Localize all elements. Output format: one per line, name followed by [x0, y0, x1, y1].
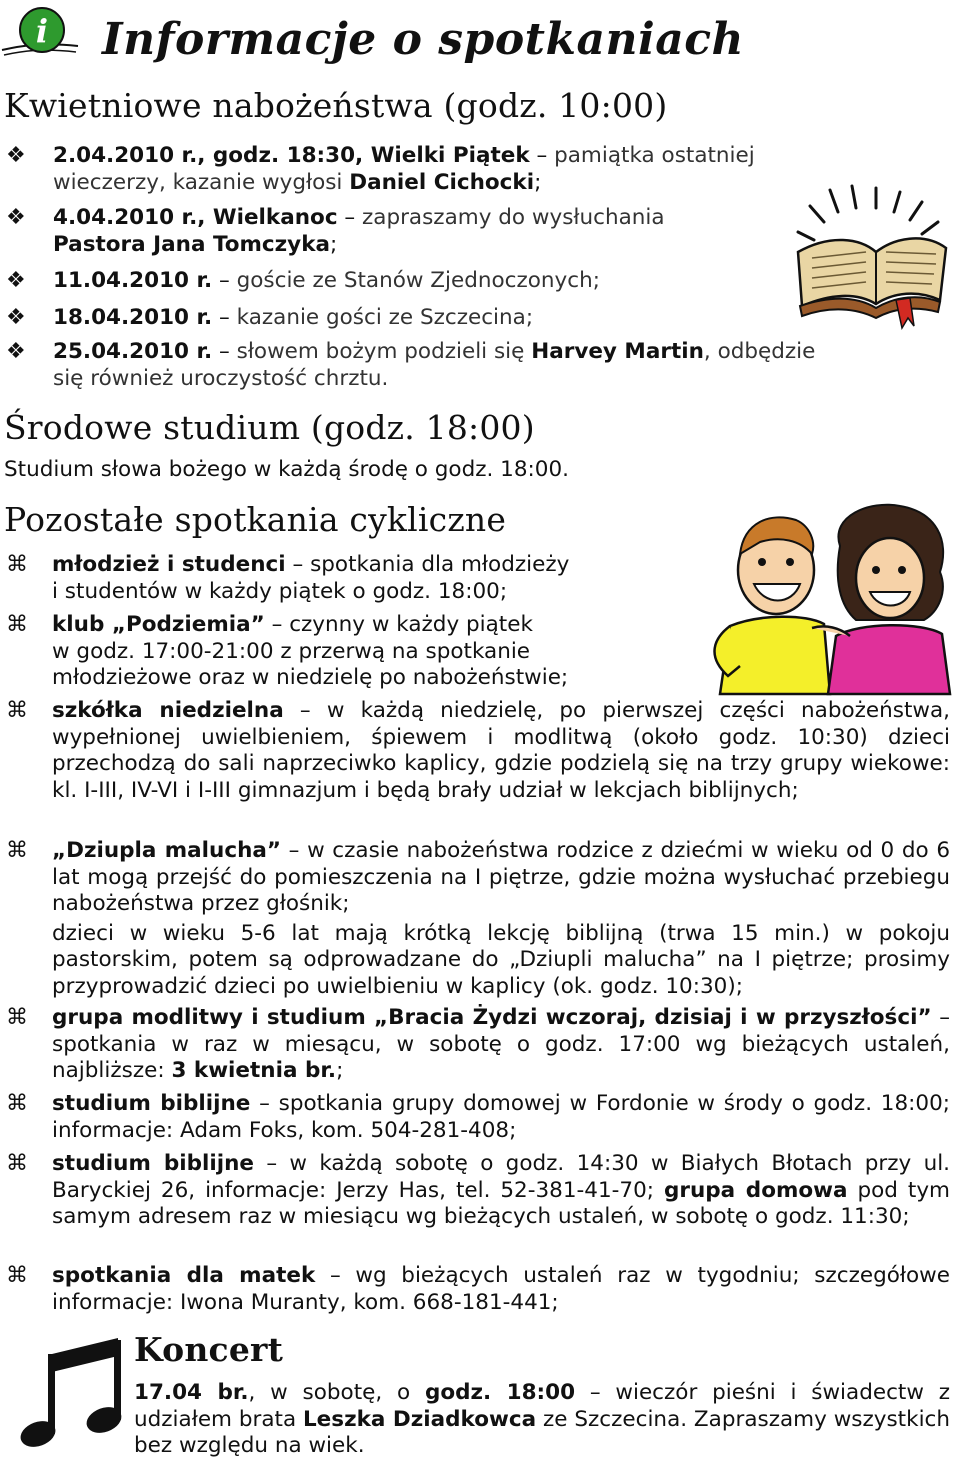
bell-bullet-icon: ⌘ — [6, 612, 28, 637]
concert-text: 17.04 br., w sobotę, o godz. 18:00 – wieczór pieśni i świadectw z udziałem brata Leszka Dziadkowca ze Szczecina. Zapraszamy wszystkich bez względu na wiek. — [134, 1380, 950, 1458]
diamond-bullet-icon: ❖ — [6, 268, 26, 293]
list-item: ⌘ grupa modlitwy i studium „Bracia Żydzi wczoraj, dzisiaj i w przyszłości” – spotkania w raz w miesącu, w sobotę o godz. 17:00 wg bieżących ustaleń, najbliższe: 3 kwietnia br.; — [6, 1005, 950, 1083]
list-item: ⌘ klub „Podziemia” – czynny w każdy piątek w godz. 17:00-21:00 z przerwą na spotkanie młodzieżowe oraz w niedzielę po nabożeństwie; — [6, 612, 569, 690]
diamond-bullet-icon: ❖ — [6, 305, 26, 330]
list-item: ⌘ spotkania dla matek – wg bieżących ustaleń raz w tygodniu; szczegółowe informacje: Iwona Muranty, kom. 668-181-441; — [6, 1263, 950, 1315]
list-item: ⌘ studium biblijne – spotkania grupy domowej w Fordonie w środy o godz. 18:00; informacje: Adam Foks, kom. 504-281-408; — [6, 1091, 951, 1143]
page-title: Informacje o spotkaniach — [102, 14, 744, 65]
bell-bullet-icon: ⌘ — [6, 552, 28, 577]
bell-bullet-icon: ⌘ — [6, 1151, 28, 1176]
list-item: ❖ 2.04.2010 r., godz. 18:30, Wielki Piątek – pamiątka ostatniej wieczerzy, kazanie wygłosi Daniel Cichocki; — [6, 143, 755, 195]
bell-bullet-icon: ⌘ — [6, 1263, 28, 1288]
other-heading: Pozostałe spotkania cykliczne — [4, 500, 507, 539]
music-note-icon — [18, 1330, 128, 1455]
list-item: ⌘ „Dziupla malucha” – w czasie nabożeństwa rodzice z dziećmi w wieku od 0 do 6 lat mogą przejść do pomieszczenia na I piętrze, gdzie można wysłuchać przebiegu nabożeństwa przez głośnik; dzieci w wieku 5-6 lat mają krótką lekcję biblijną (trwa 15 min.) w pokoju pastorskim, potem są odprowadzane do „Dziupli malucha” na I piętrze; prosimy przyprowadzić dzieci po uwielbieniu w kaplicy (ok. godz. 10:30); — [6, 838, 950, 999]
bell-bullet-icon: ⌘ — [6, 1091, 28, 1116]
list-item: ⌘ młodzież i studenci – spotkania dla młodzieży i studentów w każdy piątek o godz. 18:00; — [6, 552, 570, 604]
list-item: ⌘ studium biblijne – w każdą sobotę o godz. 14:30 w Białych Błotach przy ul. Baryckiej 26, informacje: Jerzy Has, tel. 52-381-41-70; grupa domowa pod tym samym adresem raz w miesiącu wg bieżących ustaleń, w sobotę o godz. 11:30; — [6, 1151, 951, 1229]
friends-illustration — [700, 496, 958, 696]
bible-illustration — [790, 182, 950, 330]
wednesday-text: Studium słowa bożego w każdą środę o godz. 18:00. — [4, 457, 569, 482]
list-item: ❖ 18.04.2010 r. – kazanie gości ze Szczecina; — [6, 305, 534, 330]
list-item: ❖ 11.04.2010 r. – goście ze Stanów Zjednoczonych; — [6, 268, 600, 293]
diamond-bullet-icon: ❖ — [6, 143, 26, 168]
diamond-bullet-icon: ❖ — [6, 339, 26, 364]
concert-heading: Koncert — [134, 1330, 284, 1369]
list-item: ⌘ szkółka niedzielna – w każdą niedzielę, po pierwszej części nabożeństwa, wypełnionej uwielbieniem, śpiewem i modlitwą (około godz. 10:30) dzieci przechodzą do sali naprzeciwko kaplicy, gdzie podzielą się na trzy grupy wiekowe: kl. I-III, IV-VI i I-III gimnazjum i będą brały udział w lekcjach biblijnych; — [6, 698, 950, 803]
easter-heading: Kwietniowe nabożeństwa (godz. 10:00) — [4, 86, 668, 125]
svg-text:i: i — [35, 12, 49, 50]
bell-bullet-icon: ⌘ — [6, 698, 28, 723]
wednesday-heading: Środowe studium (godz. 18:00) — [4, 408, 535, 447]
diamond-bullet-icon: ❖ — [6, 205, 26, 230]
list-item: ❖ 25.04.2010 r. – słowem bożym podzieli się Harvey Martin, odbędzie się również uroczystość chrztu. — [6, 339, 816, 391]
list-item: ❖ 4.04.2010 r., Wielkanoc – zapraszamy do wysłuchania Pastora Jana Tomczyka; — [6, 205, 665, 257]
bell-bullet-icon: ⌘ — [6, 838, 28, 863]
info-icon — [0, 2, 80, 62]
bell-bullet-icon: ⌘ — [6, 1005, 28, 1030]
